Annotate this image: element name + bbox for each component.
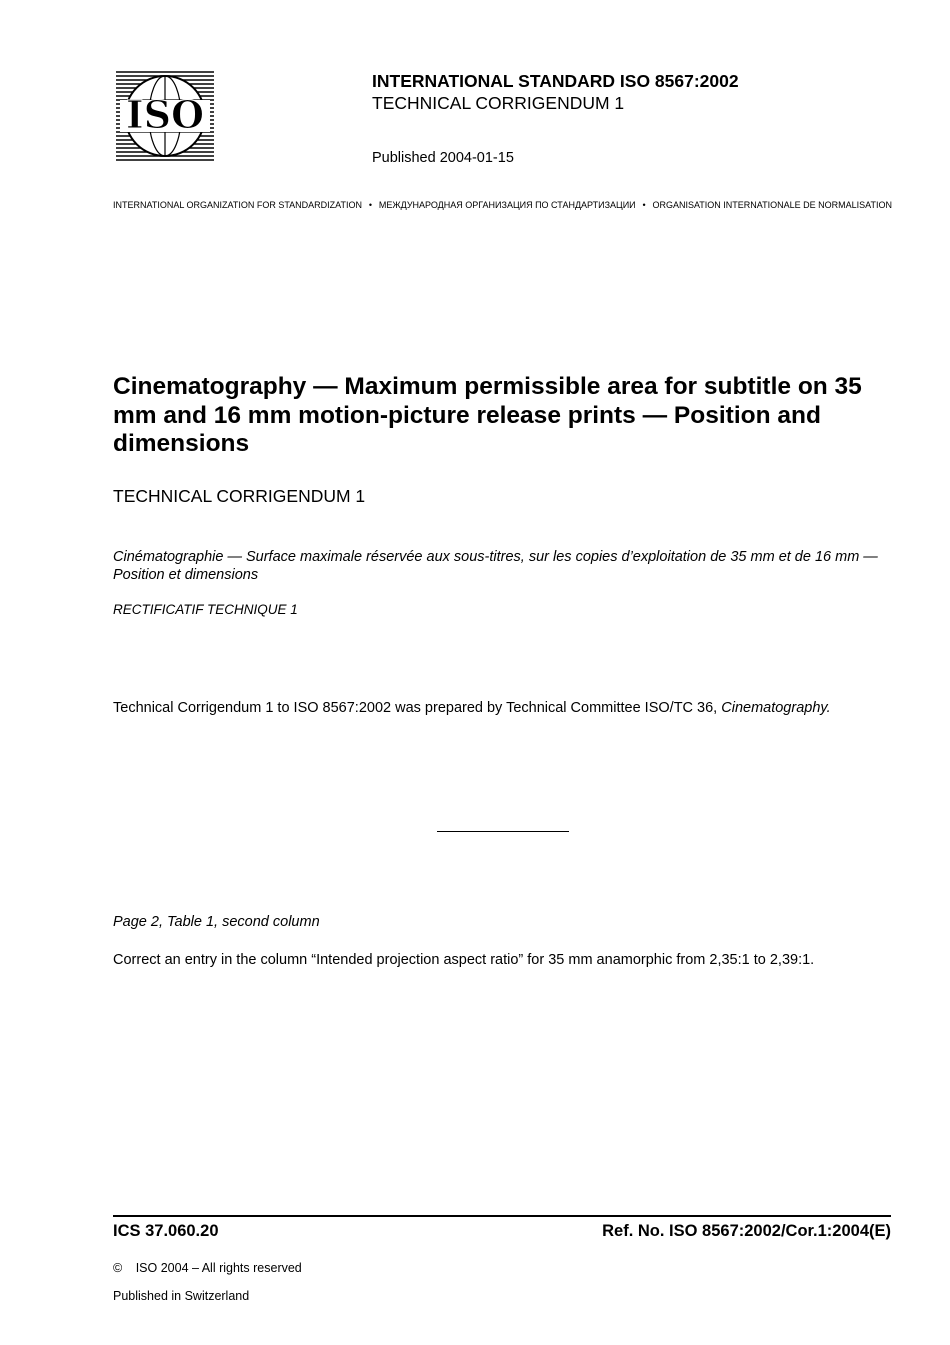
committee-name: Cinematography. (721, 700, 831, 716)
reference-location: Page 2, Table 1, second column (113, 914, 320, 930)
standard-subtitle: TECHNICAL CORRIGENDUM 1 (372, 93, 625, 113)
corrigendum-label: TECHNICAL CORRIGENDUM 1 (113, 486, 366, 506)
section-separator (437, 831, 569, 832)
org-name-en: INTERNATIONAL ORGANIZATION FOR STANDARDIZATION (113, 200, 363, 210)
reference-number: Ref. No. ISO 8567:2002/Cor.1:2004(E) (602, 1222, 891, 1240)
french-corrigendum-label: RECTIFICATIF TECHNIQUE 1 (113, 602, 298, 617)
standard-title: INTERNATIONAL STANDARD ISO 8567:2002 (372, 71, 739, 91)
iso-logo (116, 70, 214, 162)
copyright-text: ISO 2004 – All rights reserved (135, 1261, 302, 1275)
french-title: Cinématographie — Surface maximale réservée aux sous-titres, sur les copies d’exploitation de 35 mm et de 16 mm — Position et dimensions (113, 549, 878, 583)
bullet-separator: • (642, 200, 646, 210)
iso-logo-text: ISO (125, 92, 205, 137)
copyright-icon: © (113, 1261, 123, 1275)
bullet-separator: • (368, 200, 372, 210)
copyright-line (113, 1261, 302, 1275)
organizations-line (113, 200, 892, 210)
published-in: Published in Switzerland (113, 1289, 250, 1303)
correction-text: Correct an entry in the column “Intended projection aspect ratio” for 35 mm anamorphic from 2,35:1 to 2,39:1. (113, 952, 815, 968)
org-name-ru: МЕЖДУНАРОДНАЯ ОРГАНИЗАЦИЯ ПО СТАНДАРТИЗАЦИИ (378, 200, 636, 210)
iso-logo-graphic (116, 70, 214, 162)
document-title: Cinematography — Maximum permissible area for subtitle on 35 mm and 16 mm motion-picture release prints — Position and dimensions (113, 373, 862, 457)
footer-rule (113, 1215, 891, 1217)
prepared-by-paragraph (113, 699, 891, 718)
published-date: Published 2004-01-15 (372, 150, 514, 166)
prepared-by-text: Technical Corrigendum 1 to ISO 8567:2002 was prepared by Technical Committee ISO/TC 36, (113, 700, 718, 716)
ics-code: ICS 37.060.20 (113, 1222, 219, 1240)
org-name-fr: ORGANISATION INTERNATIONALE DE NORMALISATION (652, 200, 892, 210)
